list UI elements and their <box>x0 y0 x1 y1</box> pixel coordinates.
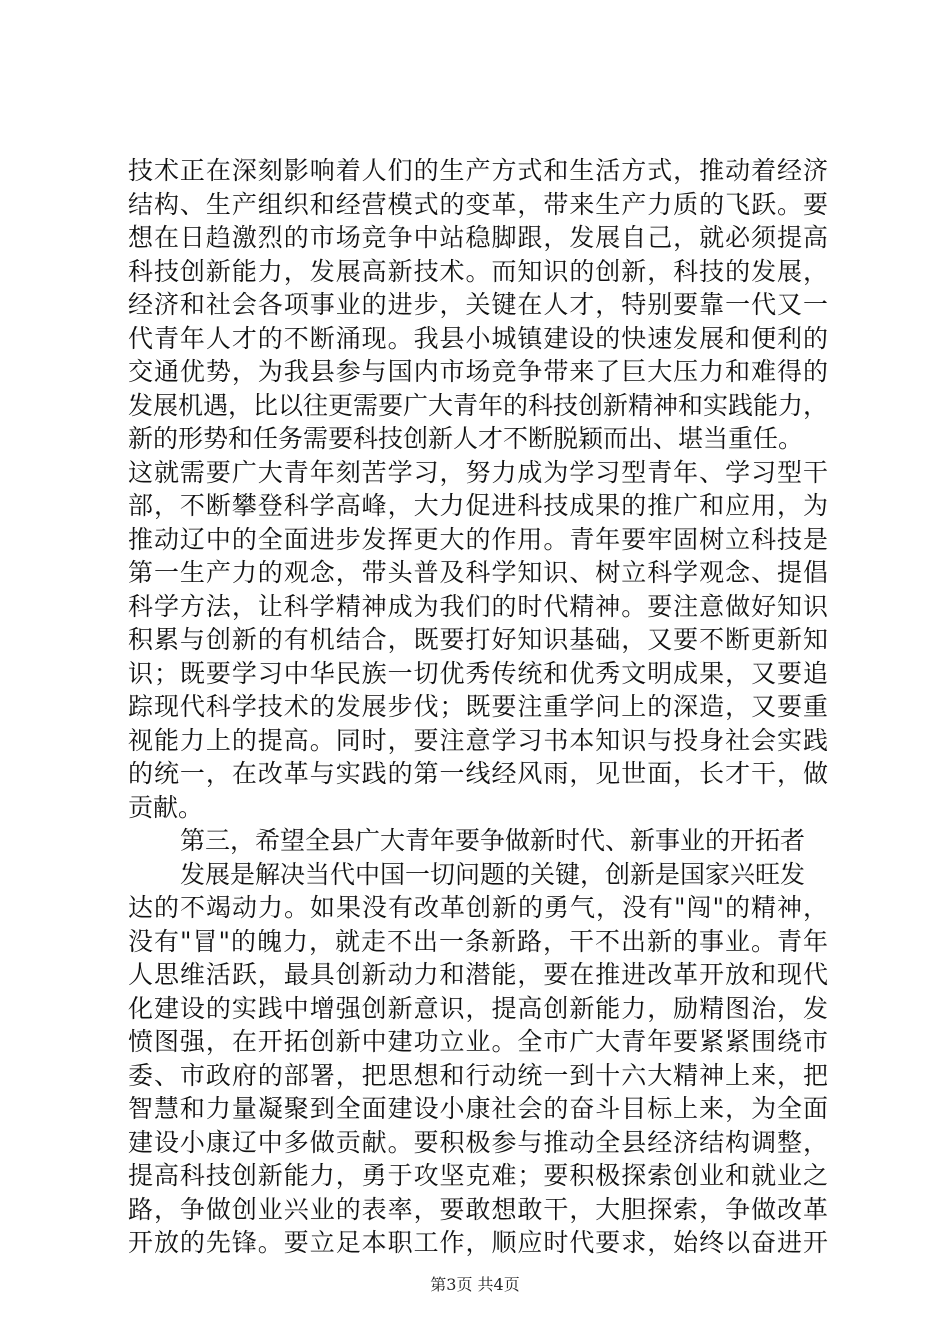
body-text <box>128 154 828 1260</box>
page-number: 第3页 共4页 <box>430 1275 520 1294</box>
text-line: 发展机遇，比以往更需要广大青年的科技创新精神和实践能力， <box>128 390 829 420</box>
paragraph-first-line: 发展是解决当代中国一切问题的关键，创新是国家兴旺发 <box>180 859 806 889</box>
text-line: 第一生产力的观念，带头普及科学知识、树立科学观念、提倡 <box>128 558 828 587</box>
text-line: 代青年人才的不断涌现。我县小城镇建设的快速发展和便利的 <box>128 323 828 353</box>
text-line: 经济和社会各项事业的进步，关键在人才，特别要靠一代又一 <box>128 290 828 319</box>
text-line: 技术正在深刻影响着人们的生产方式和生活方式，推动着经济 <box>128 156 828 185</box>
text-line: 化建设的实践中增强创新意识，提高创新能力，励精图治，发 <box>128 993 828 1023</box>
text-line: 部，不断攀登科学高峰，大力促进科技成果的推广和应用，为 <box>128 491 828 520</box>
text-line: 路，争做创业兴业的表率，要敢想敢干，大胆探索，争做改革 <box>128 1194 828 1224</box>
text-line: 踪现代科学技术的发展步伐；既要注重学问上的深造，又要重 <box>128 692 828 721</box>
text-line: 委、市政府的部署，把思想和行动统一到十六大精神上来，把 <box>128 1060 828 1090</box>
text-line: 识；既要学习中华民族一切优秀传统和优秀文明成果，又要追 <box>128 658 828 688</box>
text-line: 提高科技创新能力，勇于攻坚克难；要积极探索创业和就业之 <box>128 1161 828 1190</box>
text-line: 贡献。 <box>128 792 204 822</box>
text-line: 开放的先锋。要立足本职工作，顺应时代要求，始终以奋进开 <box>128 1228 828 1257</box>
text-line: 智慧和力量凝聚到全面建设小康社会的奋斗目标上来，为全面 <box>128 1094 828 1123</box>
text-line: 交通优势，为我县参与国内市场竞争带来了巨大压力和难得的 <box>128 357 828 386</box>
text-line: 科技创新能力，发展高新技术。而知识的创新，科技的发展， <box>128 256 828 286</box>
text-line: 达的不竭动力。如果没有改革创新的勇气，没有"闯"的精神， <box>128 893 828 922</box>
text-line: 视能力上的提高。同时，要注意学习书本知识与投身社会实践 <box>128 725 828 755</box>
page-footer <box>0 1275 950 1295</box>
text-line: 结构、生产组织和经营模式的变革，带来生产力质的飞跃。要 <box>128 189 828 219</box>
text-line: 没有"冒"的魄力，就走不出一条新路，干不出新的事业。青年 <box>128 926 828 956</box>
section-heading: 第三，希望全县广大青年要争做新时代、新事业的开拓者 <box>180 826 806 855</box>
text-line: 积累与创新的有机结合，既要打好知识基础，又要不断更新知 <box>128 625 828 654</box>
text-line: 推动辽中的全面进步发挥更大的作用。青年要牢固树立科技是 <box>128 524 828 554</box>
text-line: 愤图强，在开拓创新中建功立业。全市广大青年要紧紧围绕市 <box>128 1027 828 1056</box>
text-line: 的统一，在改革与实践的第一线经风雨，见世面，长才干，做 <box>128 759 828 788</box>
text-line: 科学方法，让科学精神成为我们的时代精神。要注意做好知识 <box>128 591 828 621</box>
text-line: 建设小康辽中多做贡献。要积极参与推动全县经济结构调整， <box>128 1127 828 1157</box>
text-line: 这就需要广大青年刻苦学习，努力成为学习型青年、学习型干 <box>128 457 828 487</box>
text-line: 想在日趋激烈的市场竞争中站稳脚跟，发展自己，就必须提高 <box>128 223 828 252</box>
text-line: 新的形势和任务需要科技创新人才不断脱颖而出、堪当重任。 <box>128 424 804 453</box>
text-line: 人思维活跃，最具创新动力和潜能，要在推进改革开放和现代 <box>128 960 828 989</box>
